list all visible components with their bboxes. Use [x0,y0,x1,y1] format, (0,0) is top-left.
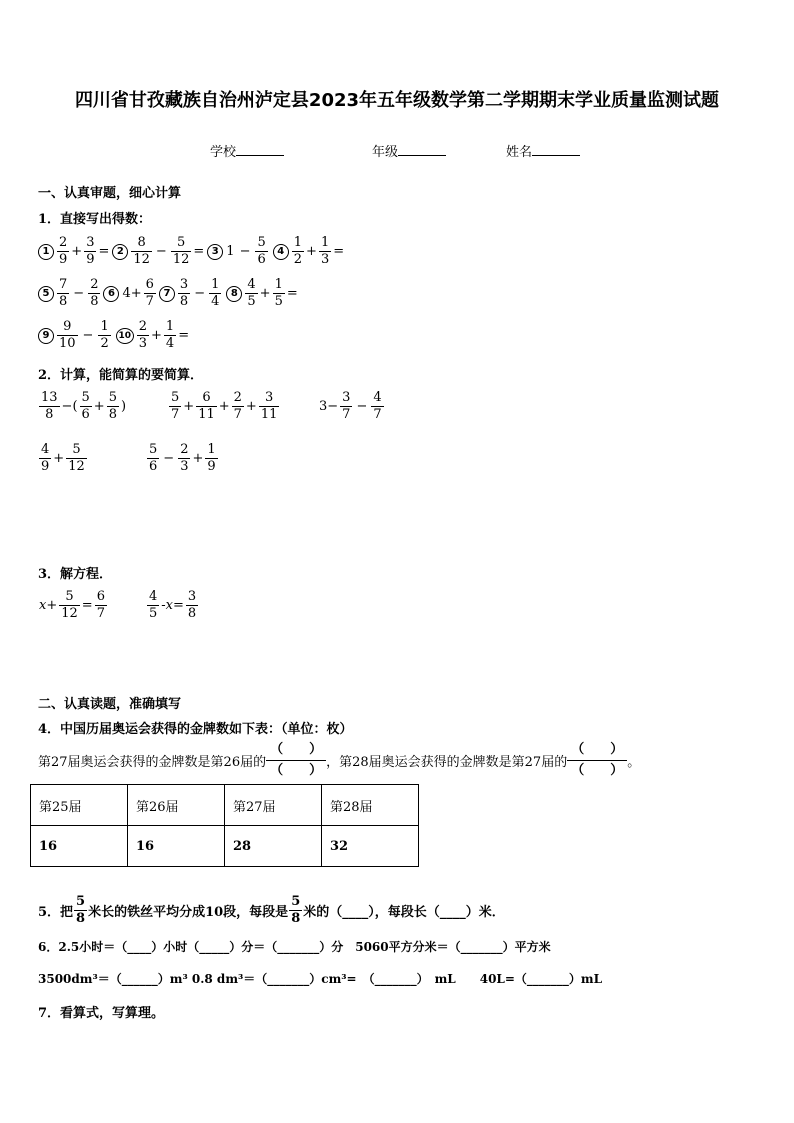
q4-label: 4．中国历届奥运会获得的金牌数如下表：（单位：枚） [38,722,353,737]
answer-fraction-blank[interactable]: $\frac{( )}{( )}$ [567,740,627,781]
fraction: $\frac{3}{8}$ [187,589,197,621]
q6-line-2: 3500dm³＝（______）m³ 0.8 dm³＝（_______）cm³= （_______） mL 40L=（_______）mL [38,972,603,986]
fraction: $\frac{1}{2}$ [293,235,303,267]
grade-blank[interactable] [398,143,446,156]
table-header-cell: 第27届 [225,785,322,826]
item-number: 7 [159,286,175,302]
q2-expr-3: 3− $\frac{3}{7}$ − $\frac{4}{7}$ [319,390,382,422]
fraction: $\frac{2}{3}$ [180,442,189,474]
q4-text-2: ，第28届奥运会获得的金牌数是第27届的 [326,755,568,770]
fraction: $\frac{1}{3}$ [320,235,330,267]
q3-equation-1: x+ $\frac{5}{12}$ = $\frac{6}{7}$ [39,589,105,621]
fraction: $\frac{5}{12}$ [68,442,85,474]
q4-end: 。 [627,755,641,770]
fraction: $\frac{1}{9}$ [207,442,216,474]
q5-text-1: 5．把 [38,905,74,920]
item-number: 2 [112,244,128,260]
q5-text-3: 米的（____），每段长（____）米． [303,905,505,920]
fraction: $\frac{5}{6}$ [149,442,158,474]
q6-line-1: 6．2.5小时＝（____）小时（_____）分＝（_______）分 5060平方分米＝（_______）平方米 [38,940,551,954]
fraction: $\frac{13}{8}$ [41,390,58,422]
page-title: 四川省甘孜藏族自治州泸定县2023年五年级数学第二学期期末学业质量监测试题 [74,90,720,111]
table-row [31,826,419,867]
fraction: $\frac{7}{8}$ [59,277,68,309]
name-field[interactable] [506,141,580,160]
fraction: $\frac{6}{11}$ [198,390,215,422]
fraction: $\frac{5}{7}$ [171,390,180,422]
q2-expr-5: $\frac{5}{6}$ − $\frac{2}{3}$ + $\frac{1}{9}$ [149,442,216,474]
table-header-cell: 第26届 [128,785,225,826]
answer-fraction-blank[interactable]: $\frac{( )}{( )}$ [266,740,326,781]
fraction: $\frac{6}{7}$ [145,277,154,309]
fraction: $\frac{1}{4}$ [165,319,175,351]
fraction: $\frac{5}{8}$ [291,894,301,926]
school-field[interactable] [210,141,284,160]
item-number: 10 [116,328,134,344]
fraction: $\frac{2}{8}$ [90,277,99,309]
q1-label: 1．直接写出得数： [38,212,152,227]
table-cell: 32 [322,826,419,867]
item-number: 6 [103,286,119,302]
item-number: 3 [207,244,223,260]
q5-text-2: 米长的铁丝平均分成10段，每段是 [88,905,289,920]
q2-expr-4: $\frac{4}{9}$ + $\frac{5}{12}$ [41,442,85,474]
q2-expr-1: $\frac{13}{8}$ −( $\frac{5}{6}$ + $\frac{5}{8}$ ) [41,390,127,422]
fraction: $\frac{1}{5}$ [274,277,283,309]
item-number: 9 [38,328,54,344]
fraction: $\frac{1}{4}$ [211,277,220,309]
fraction: $\frac{5}{6}$ [257,235,266,267]
q4-text-1: 第27届奥运会获得的金牌数是第26届的 [38,755,267,770]
table-cell: 16 [128,826,225,867]
table-cell: 16 [31,826,128,867]
q3-equation-2: $\frac{4}{5}$ -x= $\frac{3}{8}$ [149,589,197,621]
fraction: $\frac{2}{9}$ [59,235,68,267]
fraction: $\frac{3}{9}$ [86,235,95,267]
fraction: $\frac{3}{11}$ [260,390,278,422]
fraction: $\frac{6}{7}$ [96,589,105,621]
item-number: 8 [226,286,242,302]
q2-expr-2: $\frac{5}{7}$ + $\frac{6}{11}$ + $\frac{2}{7}$ + $\frac{3}{11}$ [171,390,278,422]
fraction: $\frac{4}{5}$ [149,589,158,621]
item-number: 4 [273,244,289,260]
fraction: $\frac{9}{10}$ [59,319,76,351]
table-header-cell: 第25届 [31,785,128,826]
fraction: $\frac{3}{7}$ [342,390,351,422]
fraction: $\frac{5}{6}$ [81,390,90,422]
q1-row-1: 1 $\frac{2}{9}$ + $\frac{3}{9}$ = 2 $\frac{8}{12}$ − $\frac{5}{12}$ = 3 1 − $\frac{5}{6}$ 4 $\frac{1}{2}$ + $\frac{1}{3}$ = [38,235,345,268]
q3-label: 3．解方程． [38,567,113,582]
item-number: 1 [38,244,54,260]
q2-label: 2．计算，能简算的要简算． [38,368,204,383]
q5-line [38,894,505,927]
fraction: $\frac{2}{3}$ [138,319,148,351]
fraction: $\frac{2}{7}$ [233,390,242,422]
fraction: $\frac{1}{2}$ [100,319,109,351]
fraction: $\frac{8}{12}$ [133,235,150,267]
name-label: 姓名 [506,145,533,160]
school-blank[interactable] [236,143,284,156]
section2-heading: 二、认真读题，准确填写 [38,697,182,712]
fraction: $\frac{3}{8}$ [179,277,189,309]
fraction: $\frac{5}{12}$ [61,589,78,621]
fraction: $\frac{4}{7}$ [373,390,382,422]
item-number: 5 [38,286,54,302]
q7-label: 7．看算式，写算理。 [38,1006,165,1021]
grade-field[interactable] [372,141,446,160]
fraction: $\frac{4}{5}$ [247,277,256,309]
q1-row-2: 5 $\frac{7}{8}$ − $\frac{2}{8}$ 6 4+ $\frac{6}{7}$ 7 $\frac{3}{8}$ − $\frac{1}{4}$ 8 $\frac{4}{5}$ + $\frac{1}{5}$ = [38,277,299,310]
q1-row-3: 9 $\frac{9}{10}$ − $\frac{1}{2}$ 10 $\frac{2}{3}$ + $\frac{1}{4}$ = [38,319,190,352]
medal-table [30,784,419,867]
fraction: $\frac{4}{9}$ [41,442,50,474]
fraction: $\frac{5}{8}$ [76,894,86,926]
section1-heading: 一、认真审题，细心计算 [38,186,182,201]
name-blank[interactable] [532,143,580,156]
q4-fill-line [38,740,640,781]
fraction: $\frac{5}{12}$ [172,235,190,267]
table-header-row [31,785,419,826]
table-header-cell: 第28届 [322,785,419,826]
grade-label: 年级 [372,145,399,160]
fraction: $\frac{5}{8}$ [108,390,117,422]
school-label: 学校 [210,145,237,160]
table-cell: 28 [225,826,322,867]
